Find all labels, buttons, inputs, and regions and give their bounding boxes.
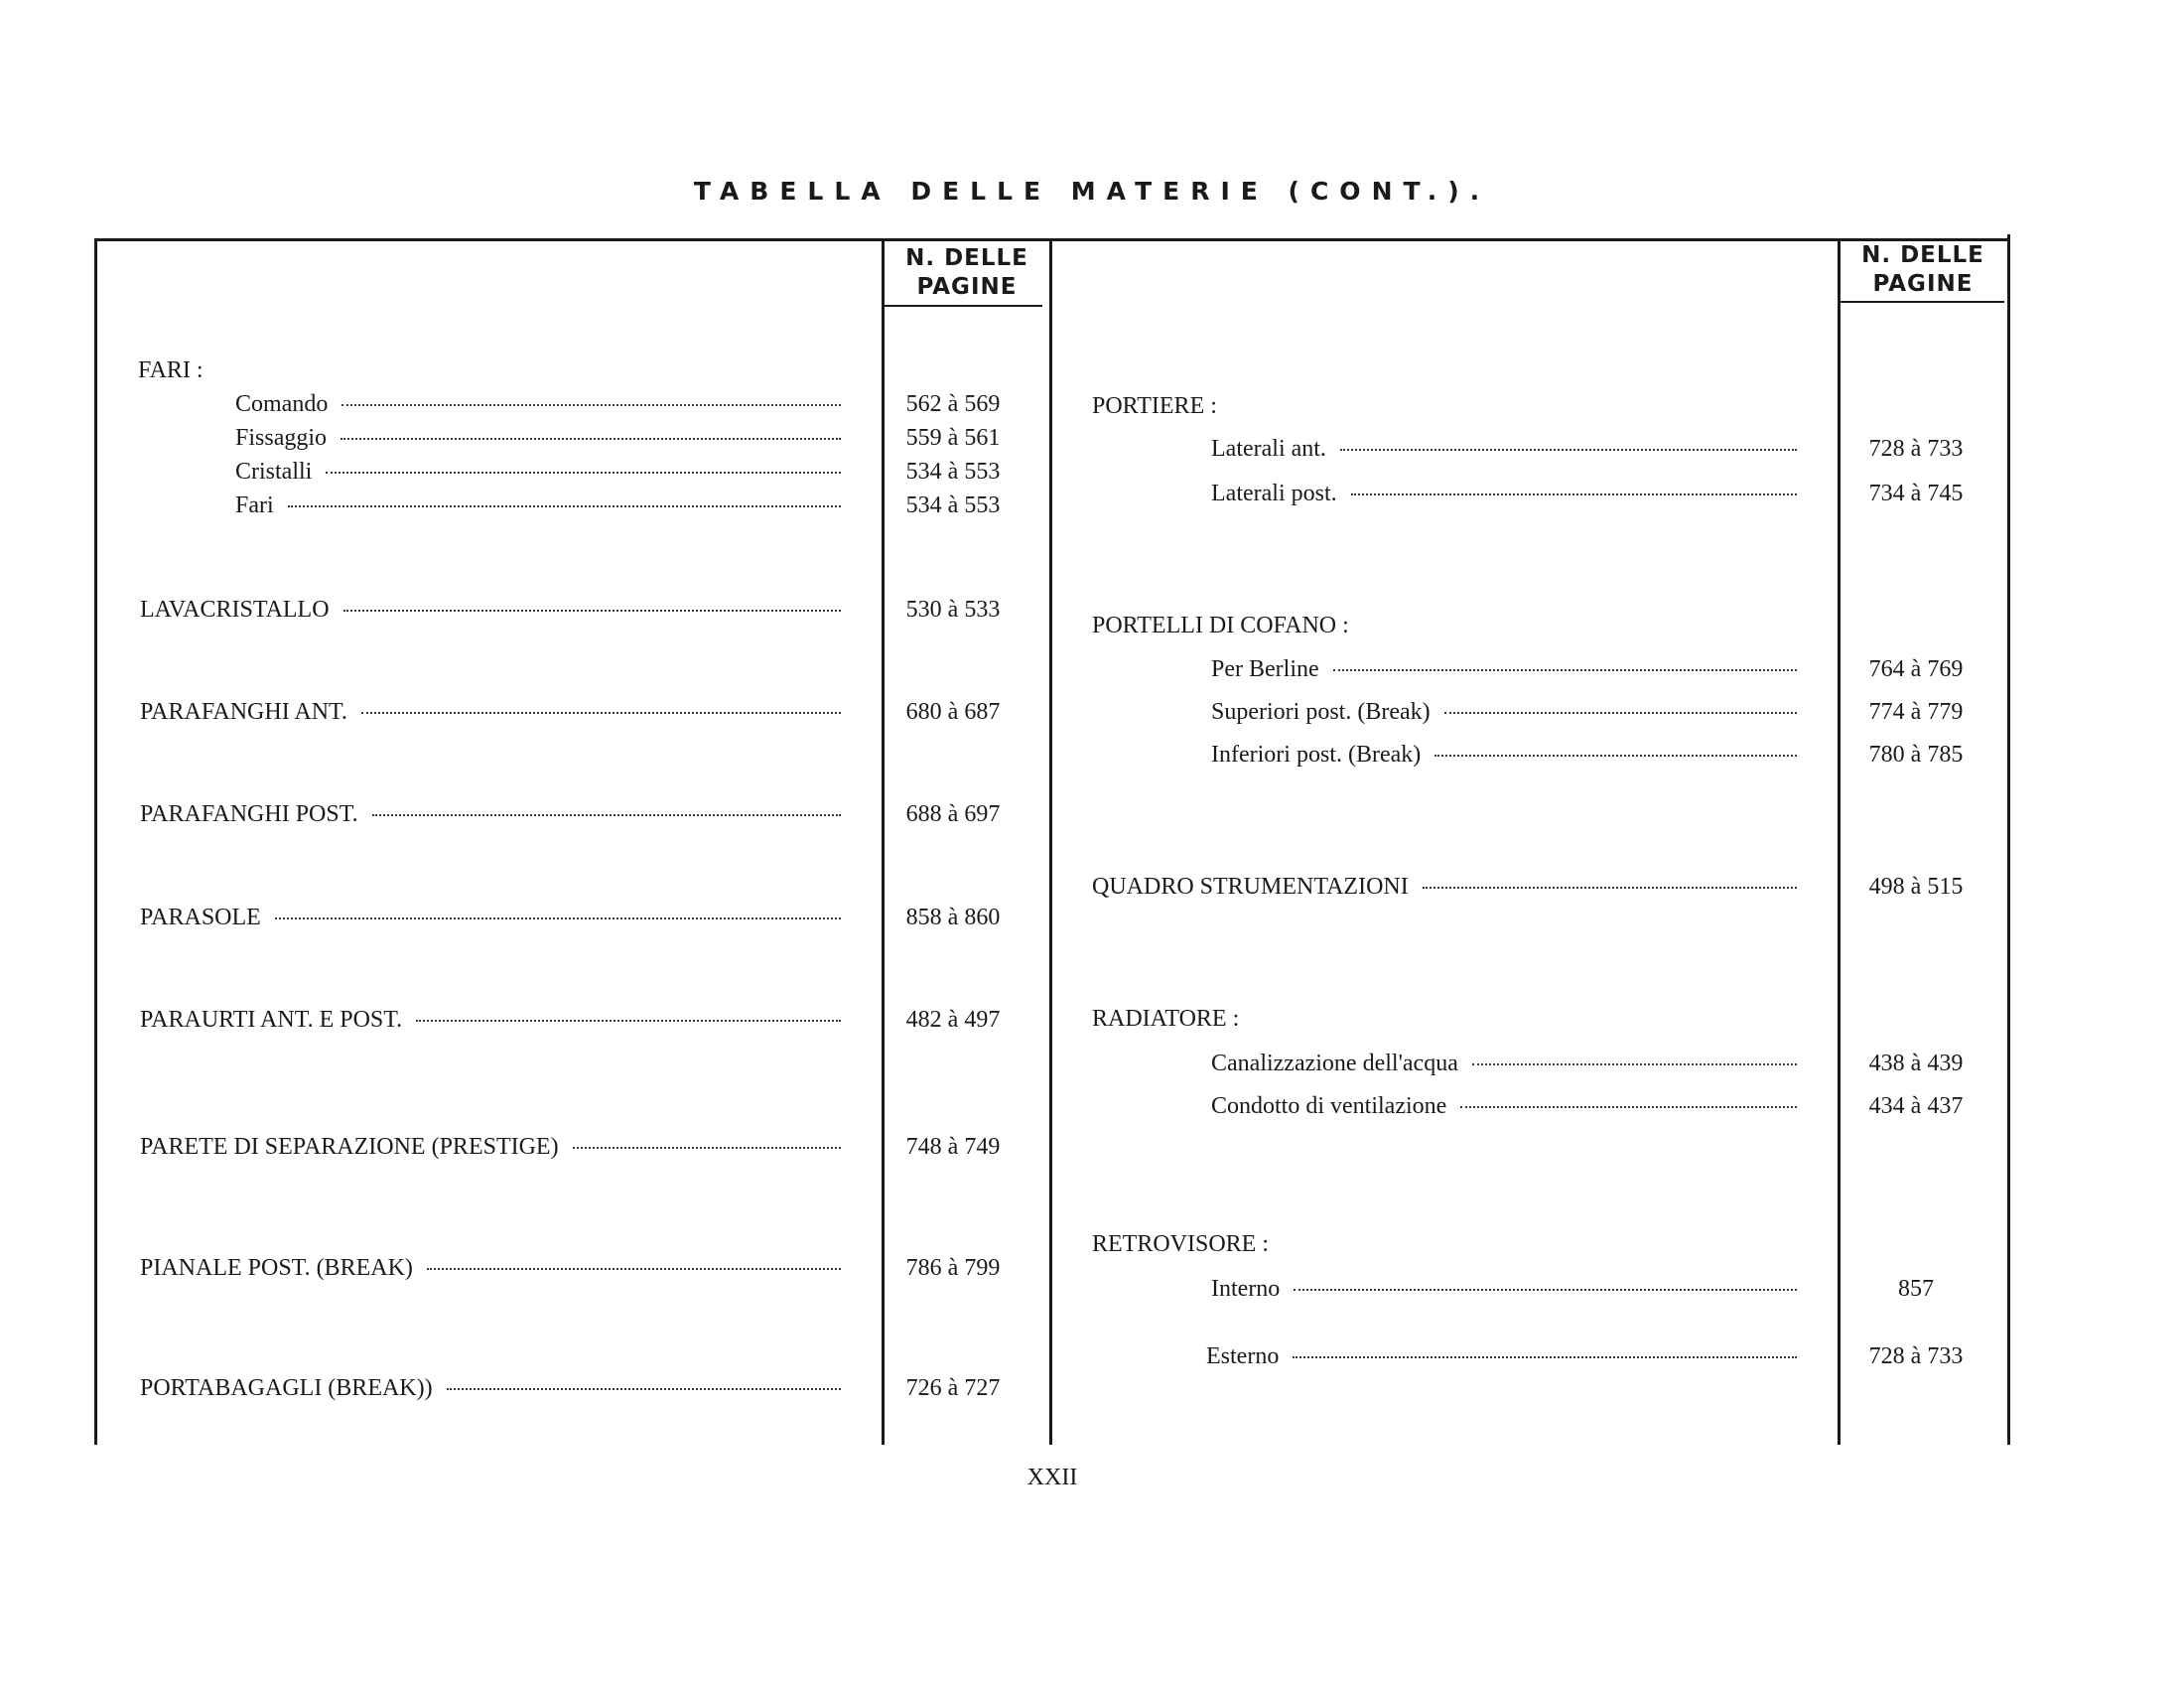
- toc-entry: Comando: [235, 388, 841, 420]
- page-range: 780 à 785: [1868, 742, 1964, 768]
- toc-entry: Cristalli: [235, 456, 841, 488]
- page-range: 774 à 779: [1868, 699, 1964, 725]
- page-range: 748 à 749: [905, 1134, 1001, 1160]
- section-heading-fari: FARI :: [138, 357, 204, 383]
- dot-leader: [372, 813, 841, 816]
- toc-entry: Inferiori post. (Break): [1211, 739, 1797, 771]
- dot-leader: [416, 1019, 841, 1022]
- dot-leader: [447, 1387, 841, 1390]
- dot-leader: [1340, 448, 1797, 451]
- page-range: 559 à 561: [905, 425, 1001, 451]
- right-pages-column-left-rule: [1838, 241, 1841, 1445]
- page-number: 857: [1898, 1276, 1934, 1302]
- toc-entry: PARAFANGHI ANT.: [140, 696, 841, 728]
- dot-leader: [326, 471, 841, 474]
- toc-entry: PARAFANGHI POST.: [140, 798, 841, 830]
- toc-entry: Per Berline: [1211, 653, 1797, 685]
- left-pages-column-header: [884, 244, 1050, 302]
- section-heading-radiatore: RADIATORE :: [1092, 1006, 1240, 1032]
- page-range: 562 à 569: [905, 391, 1001, 417]
- dot-leader: [275, 916, 841, 919]
- dot-leader: [1351, 492, 1797, 495]
- page-range: 498 à 515: [1868, 874, 1964, 900]
- page-range: 530 à 533: [905, 597, 1001, 623]
- toc-entry: PARAURTI ANT. E POST.: [140, 1004, 841, 1036]
- dot-leader: [1444, 711, 1797, 714]
- table-right-rule: [2007, 234, 2010, 1445]
- page-title: TABELLA DELLE MATERIE (CONT.).: [693, 177, 1491, 206]
- page-range: 728 à 733: [1868, 436, 1964, 462]
- page-range: 434 à 437: [1868, 1093, 1964, 1119]
- page-range: 858 à 860: [905, 905, 1001, 930]
- toc-entry: Interno: [1211, 1273, 1797, 1305]
- dot-leader: [1423, 886, 1797, 889]
- page-range: 680 à 687: [905, 699, 1001, 725]
- dot-leader: [341, 437, 841, 440]
- dot-leader: [343, 609, 841, 612]
- dot-leader: [341, 403, 841, 406]
- toc-entry: Canalizzazione dell'acqua: [1211, 1048, 1797, 1079]
- toc-entry: QUADRO STRUMENTAZIONI: [1092, 871, 1797, 903]
- page-range: 534 à 553: [905, 459, 1001, 485]
- dot-leader: [1294, 1288, 1797, 1291]
- column-header-line-2: PAGINE: [1872, 271, 1974, 297]
- dot-leader: [573, 1146, 841, 1149]
- toc-entry: Fissaggio: [235, 422, 841, 454]
- dot-leader: [1472, 1062, 1797, 1065]
- page-range: 482 à 497: [905, 1007, 1001, 1033]
- column-header-line-1: N. DELLE: [905, 245, 1028, 271]
- page-range: 728 à 733: [1868, 1343, 1964, 1369]
- section-heading-portelli: PORTELLI DI COFANO :: [1092, 613, 1349, 638]
- table-left-rule: [94, 238, 97, 1445]
- toc-entry: Esterno: [1206, 1340, 1797, 1372]
- toc-entry: Laterali post.: [1211, 478, 1797, 509]
- toc-entry: PIANALE POST. (BREAK): [140, 1252, 841, 1284]
- dot-leader: [1434, 754, 1797, 757]
- dot-leader: [1333, 668, 1797, 671]
- toc-entry: Condotto di ventilazione: [1211, 1090, 1797, 1122]
- column-header-line-2: PAGINE: [916, 274, 1018, 300]
- toc-entry: Fari: [235, 490, 841, 521]
- dot-leader: [427, 1267, 841, 1270]
- toc-entry: PARETE DI SEPARAZIONE (PRESTIGE): [140, 1131, 841, 1163]
- page-range: 786 à 799: [905, 1255, 1001, 1281]
- right-pages-column-header: [1840, 241, 2006, 299]
- table-top-rule: [94, 238, 2010, 241]
- left-column-header-underline: [882, 305, 1042, 307]
- page-range: 438 à 439: [1868, 1051, 1964, 1076]
- toc-entry: LAVACRISTALLO: [140, 594, 841, 626]
- page-range: 534 à 553: [905, 492, 1001, 518]
- toc-entry: Laterali ant.: [1211, 433, 1797, 465]
- page-range: 726 à 727: [905, 1375, 1001, 1401]
- dot-leader: [1460, 1105, 1797, 1108]
- right-column-header-underline: [1838, 301, 2004, 303]
- toc-entry: PARASOLE: [140, 902, 841, 933]
- dot-leader: [361, 711, 841, 714]
- page-range: 764 à 769: [1868, 656, 1964, 682]
- dot-leader: [1293, 1355, 1797, 1358]
- column-header-line-1: N. DELLE: [1861, 242, 1984, 268]
- page-folio: XXII: [1026, 1465, 1078, 1490]
- dot-leader: [288, 504, 841, 507]
- toc-entry: PORTABAGAGLI (BREAK)): [140, 1372, 841, 1404]
- toc-entry: Superiori post. (Break): [1211, 696, 1797, 728]
- page-range: 688 à 697: [905, 801, 1001, 827]
- section-heading-portiere: PORTIERE :: [1092, 393, 1217, 419]
- page-range: 734 à 745: [1868, 481, 1964, 506]
- center-divider-rule: [1049, 241, 1052, 1445]
- section-heading-retrovisore: RETROVISORE :: [1092, 1231, 1270, 1257]
